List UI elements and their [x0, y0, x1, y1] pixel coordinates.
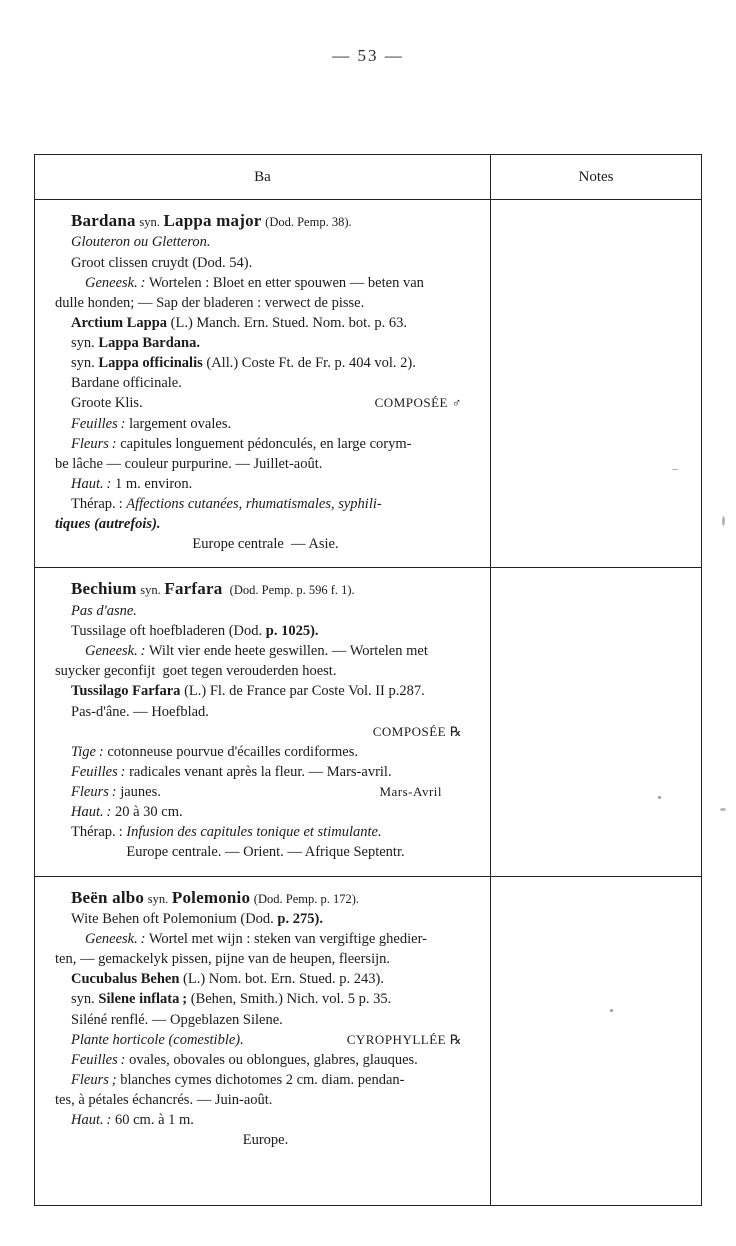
entry-line: Glouteron ou Gletteron. — [71, 234, 211, 251]
entry-line: Feuilles : radicales venant après la fleur. — Mars-avril. — [71, 763, 392, 780]
entry-line: Fleurs ; blanches cymes dichotomes 2 cm. diam. pendan- — [71, 1071, 405, 1088]
entry-line: Feuilles : ovales, obovales ou oblongues, glabres, glauques. — [71, 1051, 418, 1068]
document-page — [0, 46, 736, 1246]
entry-line: Geneesk. : Wilt vier ende heete geswillen. — Wortelen met — [85, 643, 428, 660]
notes-cell-bardana — [491, 200, 701, 567]
entry-line: Fleurs : jaunes. Mars-Avril — [71, 784, 442, 800]
entry-bardana — [35, 200, 491, 567]
table-header-row — [35, 155, 701, 200]
table-row — [35, 877, 701, 1206]
entry-line: Bardane officinale. — [71, 375, 182, 392]
margin-speck-icon — [610, 1009, 613, 1012]
column-header-main: Ba — [35, 155, 491, 199]
entry-line: Pas d'asne. — [71, 602, 137, 619]
table-row — [35, 200, 701, 568]
entry-line: syn. Lappa officinalis (All.) Coste Ft. de Fr. p. 404 vol. 2). — [71, 355, 416, 372]
entry-line: Bardana syn. Lappa major (Dod. Pemp. 38). — [71, 211, 352, 230]
entry-line: Europe. — [242, 1132, 289, 1149]
margin-speck-icon — [658, 796, 661, 799]
entry-line: Bechium syn. Farfara (Dod. Pemp. p. 596 f. 1). — [71, 579, 355, 599]
entry-line: Thérap. : Affections cutanées, rhumatismales, syphili- — [71, 496, 382, 513]
column-header-notes: Notes — [578, 168, 614, 185]
entry-line: Beën albo syn. Polemonio (Dod. Pemp. p. 172). — [71, 887, 359, 907]
entry-line: tes, à pétales échancrés. — Juin-août. — [55, 1092, 273, 1109]
entry-line: Feuilles : largement ovales. — [71, 415, 232, 432]
entry-line: Tussilage oft hoefbladeren (Dod. p. 1025). — [71, 623, 319, 639]
entry-line: Tussilago Farfara (L.) Fl. de France par Coste Vol. II p.287. — [71, 683, 425, 700]
page-edge-speck-icon — [720, 808, 726, 811]
entry-line: Cucubalus Behen (L.) Nom. bot. Ern. Stued. p. 243). — [71, 971, 384, 988]
entry-bechium — [35, 568, 491, 875]
margin-speck-icon: − — [671, 462, 679, 477]
page-number: — 53 — — [332, 46, 404, 65]
entry-line: Geneesk. : Wortel met wijn : steken van vergiftige ghedier- — [85, 931, 427, 948]
entry-line: COMPOSÉE ℞ — [372, 723, 462, 739]
entry-line: dulle honden; — Sap der bladeren : verwect de pisse. — [55, 294, 365, 311]
entry-line: syn. Silene inflata ; (Behen, Smith.) Nich. vol. 5 p. 35. — [71, 991, 392, 1008]
entry-line: Tige : cotonneuse pourvue d'écailles cordiformes. — [71, 743, 358, 760]
entry-line: Arctium Lappa (L.) Manch. Ern. Stued. Nom. bot. p. 63. — [71, 314, 408, 331]
entry-line: Geneesk. : Wortelen : Bloet en etter spouwen — beten van — [85, 274, 424, 291]
entry-line: Groote Klis. COMPOSÉE ♂ — [71, 395, 462, 412]
entry-line: Europe centrale — Asie. — [192, 536, 339, 553]
entry-line: suycker geconfijt goet tegen verouderden hoest. — [55, 663, 337, 680]
entry-line: Haut. : 20 à 30 cm. — [71, 804, 183, 821]
table-row — [35, 568, 701, 876]
notes-cell-been-albo — [491, 877, 701, 1206]
notes-cell-bechium — [491, 568, 701, 875]
entry-line: Thérap. : Infusion des capitules tonique et stimulante. — [71, 824, 382, 841]
entry-been-albo — [35, 877, 491, 1206]
entry-line: syn. Lappa Bardana. — [71, 335, 200, 352]
entry-line: tiques (autrefois). — [55, 516, 161, 533]
entry-line: Fleurs : capitules longuement pédonculés, en large corym- — [71, 435, 412, 452]
entry-line: Pas-d'âne. — Hoefblad. — [71, 703, 209, 720]
entry-line: Wite Behen oft Polemonium (Dod. p. 275). — [71, 910, 323, 927]
entry-line: Europe centrale. — Orient. — Afrique Septentr. — [126, 844, 405, 861]
entry-line: Haut. : 60 cm. à 1 m. — [71, 1112, 194, 1129]
table-body — [35, 200, 701, 1205]
entry-line: Haut. : 1 m. environ. — [71, 475, 193, 492]
entry-line: Siléné renflé. — Opgeblazen Silene. — [71, 1011, 283, 1028]
page-edge-speck-icon — [722, 516, 725, 526]
botanical-entries-table — [34, 154, 702, 1206]
entry-line: Groot clissen cruydt (Dod. 54). — [71, 254, 253, 271]
entry-line: ten, — gemackelyk pissen, pijne van de heupen, fleersijn. — [55, 951, 391, 968]
entry-line: be lâche — couleur purpurine. — Juillet-août. — [55, 455, 323, 472]
entry-line: Plante horticole (comestible). CYROPHYLLÉE ℞ — [71, 1031, 462, 1048]
